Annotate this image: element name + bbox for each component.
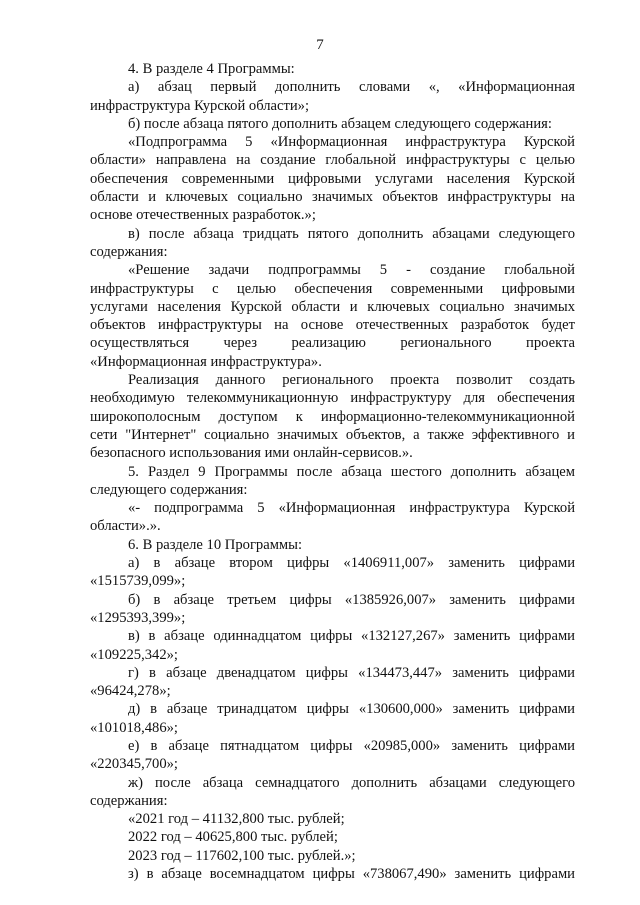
text-line: а) в абзаце втором цифры «1406911,007» заменить цифрами [128, 555, 575, 572]
text-line: безопасного использования ими онлайн-сервисов.». [90, 445, 413, 462]
text-line: г) в абзаце двенадцатом цифры «134473,447» заменить цифрами [128, 664, 575, 681]
text-line: необходимую телекоммуникационную инфраструктуру для обеспечения [90, 390, 575, 407]
text-line: содержания: [90, 243, 168, 260]
page-number: 7 [316, 37, 324, 53]
text-line: в) после абзаца тридцать пятого дополнить абзацами следующего [128, 225, 575, 242]
text-line: в) в абзаце одиннадцатом цифры «132127,267» заменить цифрами [128, 628, 575, 645]
text-line: основе отечественных разработок.»; [90, 207, 316, 224]
text-line: 6. В разделе 10 Программы: [128, 536, 303, 553]
text-line: б) после абзаца пятого дополнить абзацем следующего содержания: [128, 115, 552, 132]
text-line: «1515739,099»; [90, 573, 186, 590]
text-line: области и ключевых социально значимых объектов инфраструктуры на [90, 189, 575, 206]
text-line: инфраструктуры с целью обеспечения современными цифровыми [90, 280, 575, 297]
text-line: «101018,486»; [90, 719, 178, 736]
text-line: а) абзац первый дополнить словами «, «Информационная [128, 79, 575, 96]
text-line: содержания: [90, 792, 168, 809]
text-line: инфраструктура Курской области»; [90, 97, 310, 114]
text-line: «96424,278»; [90, 683, 171, 700]
text-line: «1295393,399»; [90, 609, 186, 626]
text-line: осуществляться через реализацию регионального проекта [90, 335, 575, 352]
text-line: услугами населения Курской области и ключевых социально значимых [90, 298, 575, 315]
text-line: следующего содержания: [90, 481, 248, 498]
text-line: 2022 год – 40625,800 тыс. рублей; [128, 829, 338, 846]
text-line: б) в абзаце третьем цифры «1385926,007» заменить цифрами [128, 591, 575, 608]
text-line: «2021 год – 41132,800 тыс. рублей; [128, 811, 345, 828]
text-line: сети "Интернет" социально значимых объектов, а также эффективного и [90, 426, 575, 443]
text-line: «Подпрограмма 5 «Информационная инфраструктура Курской [128, 134, 575, 151]
text-line: области».». [90, 518, 161, 535]
text-line: «Решение задачи подпрограммы 5 - создание глобальной [128, 262, 575, 279]
text-line: «220345,700»; [90, 756, 178, 773]
text-line: д) в абзаце тринадцатом цифры «130600,000» заменить цифрами [128, 701, 575, 718]
text-line: з) в абзаце восемнадцатом цифры «738067,490» заменить цифрами [128, 866, 575, 883]
document-body [90, 60, 575, 883]
text-line: «Информационная инфраструктура». [90, 353, 322, 370]
text-line: «- подпрограмма 5 «Информационная инфраструктура Курской [128, 500, 575, 517]
text-line: обеспечения современными цифровыми услугами населения Курской [90, 170, 575, 187]
text-line: ж) после абзаца семнадцатого дополнить абзацами следующего [128, 774, 575, 791]
text-line: 5. Раздел 9 Программы после абзаца шестого дополнить абзацем [128, 463, 575, 480]
text-line: Реализация данного регионального проекта позволит создать [128, 372, 575, 389]
text-line: 2023 год – 117602,100 тыс. рублей.»; [128, 847, 356, 864]
text-line: е) в абзаце пятнадцатом цифры «20985,000» заменить цифрами [128, 737, 575, 754]
text-line: области» направлена на создание глобальной инфраструктуры с целью [90, 152, 575, 169]
text-line: 4. В разделе 4 Программы: [128, 61, 295, 77]
text-line: широкополосным доступом к информационно-телекоммуникационной [90, 408, 575, 425]
text-line: объектов инфраструктуры на основе отечественных разработок будет [90, 317, 575, 334]
text-line: «109225,342»; [90, 646, 178, 663]
